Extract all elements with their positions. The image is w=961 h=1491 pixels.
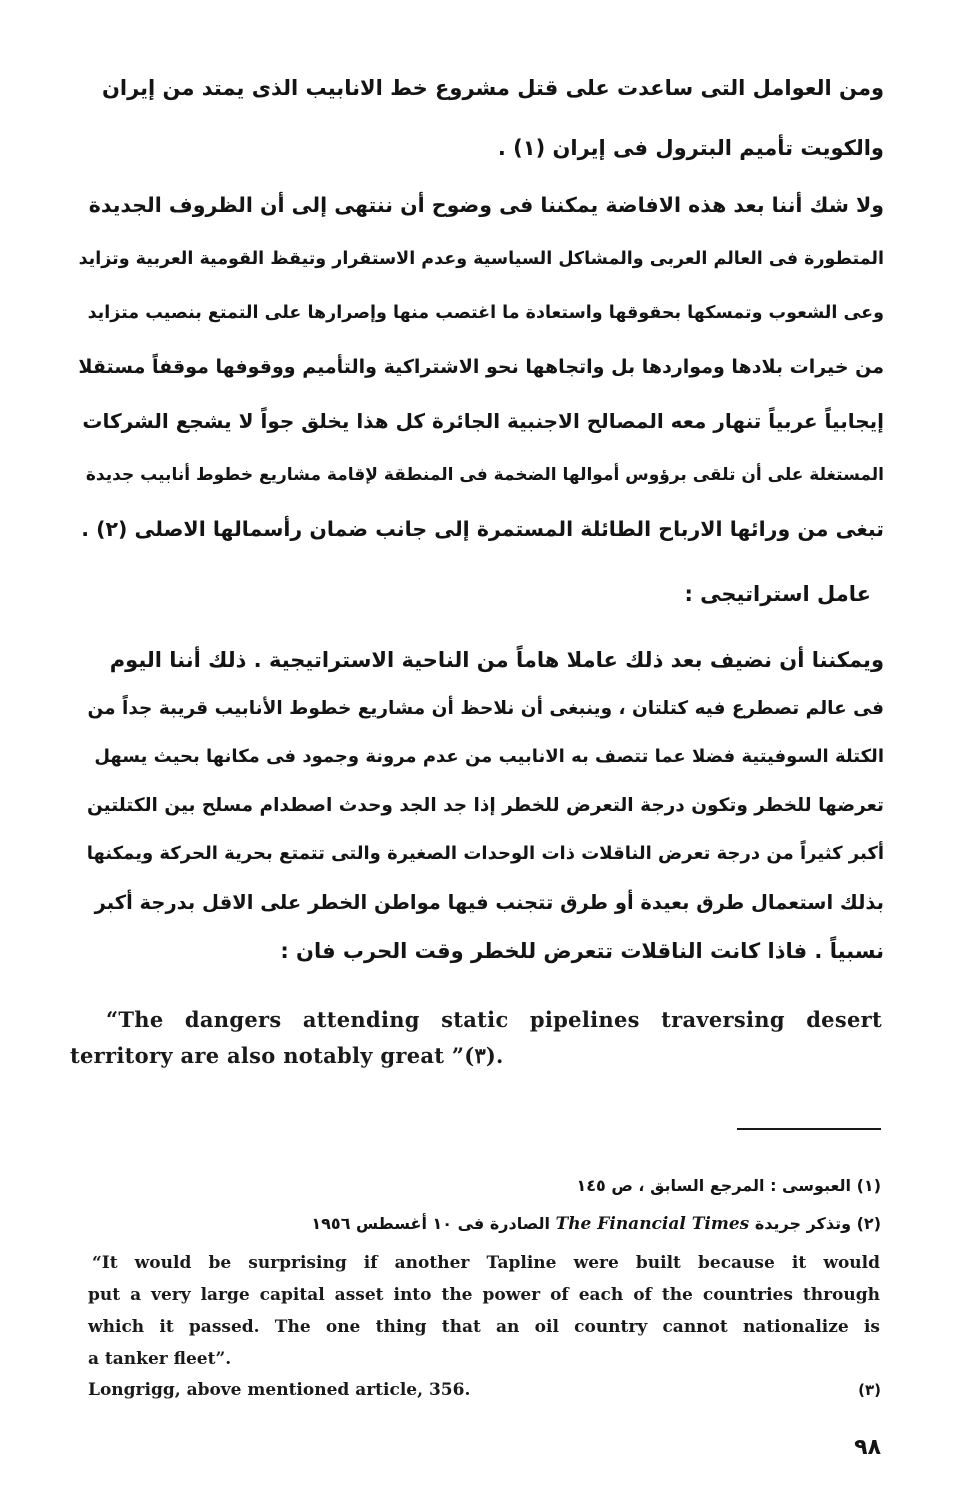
text-line: تعرضها للخطر وتكون درجة التعرض للخطر إذا جد الجد وحدث اصطدام مسلح بين الكتلتين — [87, 794, 884, 816]
text-line: ويمكننا أن نضيف بعد ذلك عاملا هاماً من الناحية الاستراتيجية . ذلك أننا اليوم — [109, 648, 884, 672]
footnote-3-text: Longrigg, above mentioned article, 356. — [88, 1380, 471, 1400]
english-block-quote — [70, 1002, 882, 1074]
footnote-2-quote — [88, 1247, 880, 1375]
text-line: فى عالم تصطرع فيه كتلتان ، وينبغى أن نلاحظ أن مشاريع خطوط الأنابيب قريبة جداً من — [87, 697, 884, 719]
footnote-2 — [81, 1209, 881, 1239]
text-line: المستغلة على أن تلقى برؤوس أموالها الضخمة فى المنطقة لإقامة مشاريع خطوط أنابيب جديدة — [85, 465, 884, 485]
footnote-3-number: (٣) — [858, 1381, 881, 1399]
text-line: أكبر كثيراً من درجة تعرض الناقلات ذات الوحدات الصغيرة والتى تتمتع بحرية الحركة ويمكنها — [86, 843, 884, 864]
text-line: بذلك استعمال طرق بعيدة أو طرق تتجنب فيها مواطن الخطر على الاقل بدرجة أكبر — [94, 890, 884, 914]
text-line: المتطورة فى العالم العربى والمشاكل السياسية وعدم الاستقرار وتيقظ القومية العربية وتزايد — [78, 249, 884, 269]
footnote-separator — [737, 1128, 881, 1130]
text-line: من خيرات بلادها ومواردها بل واتجاهها نحو الاشتراكية والتأميم ووقوفها موقفاً مستقلا — [78, 356, 884, 378]
section-heading: عامل استراتيجى : — [684, 582, 871, 606]
newspaper-title: The Financial Times — [555, 1214, 750, 1234]
quote-line: put a very large capital asset into the power of each of the countries through — [88, 1285, 880, 1305]
quote-line: “It would be surprising if another Tapline were built because it would — [92, 1253, 880, 1273]
text-line: نسبياً . فاذا كانت الناقلات تتعرض للخطر وقت الحرب فان : — [280, 939, 884, 963]
text-line: إيجابياً عربياً تنهار معه المصالح الاجنبية الجائرة كل هذا يخلق جواً لا يشجع الشركات — [82, 409, 884, 433]
quote-line: “The dangers attending static pipelines traversing desert — [106, 1007, 882, 1032]
quote-line: a tanker fleet”. — [88, 1349, 232, 1369]
paragraph-new-conditions — [76, 178, 884, 556]
footnote-1: (١) العبوسى : المرجع السابق ، ص ١٤٥ — [576, 1176, 881, 1195]
paragraph-strategic-factor — [76, 636, 884, 976]
text-line: الكتلة السوفيتية فضلا عما تتصف به الانابيب من عدم مرونة وجمود فى مكانها بحيث يسهل — [94, 746, 884, 767]
text-line: والكويت تأميم البترول فى إيران (١) . — [497, 136, 884, 160]
text-line: ولا شك أننا بعد هذه الافاضة يمكننا فى وضوح أن ننتهى إلى أن الظروف الجديدة — [88, 193, 884, 217]
footnote-2-prefix: (٢) وتذكر جريدة — [754, 1214, 881, 1233]
text-line: وعى الشعوب وتمسكها بحقوقها واستعادة ما اغتصب منها وإصرارها على التمتع بنصيب متزايد — [87, 303, 884, 323]
page-number: ٩٨ — [854, 1435, 881, 1460]
text-line: ومن العوامل التى ساعدت على قتل مشروع خط الانابيب الذى يمتد من إيران — [101, 76, 884, 100]
paragraph-pipeline-factors — [76, 58, 884, 178]
text-line: تبغى من ورائها الارباح الطائلة المستمرة إلى جانب ضمان رأسمالها الاصلى (٢) . — [81, 517, 884, 541]
quote-line: territory are also notably great ”(٣). — [70, 1043, 504, 1068]
footnote-2-suffix: الصادرة فى ١٠ أغسطس ١٩٥٦ — [311, 1214, 550, 1233]
quote-line: which it passed. The one thing that an oil country cannot nationalize is — [88, 1317, 880, 1337]
